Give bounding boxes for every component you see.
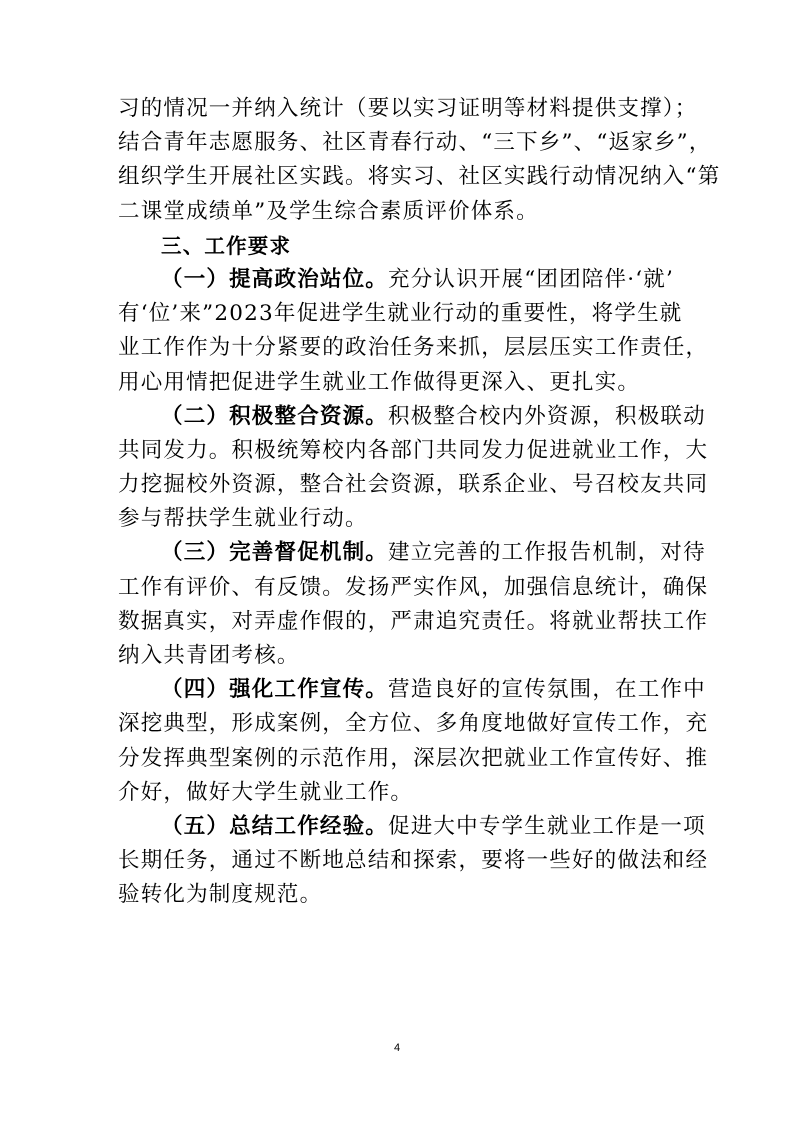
paragraph-first-line — [118, 400, 706, 434]
text-line: 业工作作为十分紧要的政治任务来抓，层层压实工作责任， — [118, 335, 709, 361]
text-line: 长期任务，通过不断地总结和探索，要将一些好的做法和经 — [118, 848, 709, 874]
text-line: 习的情况一并纳入统计（要以实习证明等材料提供支撑）； — [118, 96, 698, 121]
paragraph-text: 促进大中专学生就业工作是一项 — [388, 813, 706, 839]
paragraph-text: 充分认识开展“团团陪伴·‘就’ — [388, 266, 675, 292]
text-line: 参与帮扶学生就业行动。 — [118, 506, 368, 532]
paragraph-first-line — [118, 673, 706, 707]
text-line: 工作有评价、有反馈。发扬严实作风，加强信息统计，确保 — [118, 574, 709, 600]
body-text — [118, 92, 721, 913]
paragraph-lead: （三）完善督促机制。 — [161, 540, 389, 566]
text-line: 组织学生开展社区实践。将实习、社区实践行动情况纳入“第 — [118, 164, 721, 190]
text-line: 二课堂成绩单”及学生综合素质评价体系。 — [118, 198, 539, 224]
text-line: 介好，做好大学生就业工作。 — [118, 779, 414, 805]
paragraph-text: 建立完善的工作报告机制，对待 — [388, 540, 706, 566]
paragraph-text: 营造良好的宣传氛围，在工作中 — [388, 677, 706, 703]
text-line: 用心用情把促进学生就业工作做得更深入、更扎实。 — [118, 369, 641, 395]
paragraph-lead: （五）总结工作经验。 — [161, 813, 389, 839]
text-line: 验转化为制度规范。 — [118, 882, 323, 908]
paragraph-lead: （二）积极整合资源。 — [161, 403, 389, 429]
text-line: 结合青年志愿服务、社区青春行动、“三下乡”、“返家乡”， — [118, 130, 712, 156]
text-line: 力挖掘校外资源，整合社会资源，联系企业、号召校友共同 — [118, 472, 709, 498]
section-heading: 三、工作要求 — [161, 233, 292, 258]
text-line: 有‘位’来”2023年促进学生就业行动的重要性，将学生就 — [118, 301, 683, 327]
paragraph-text: 积极整合校内外资源，积极联动 — [388, 403, 706, 429]
text-line: 纳入共青团考核。 — [118, 643, 300, 668]
text-line: 共同发力。积极统筹校内各部门共同发力促进就业工作，大 — [118, 437, 709, 463]
text-line: 深挖典型，形成案例，全方位、多角度地做好宣传工作，充 — [118, 711, 709, 737]
text-line: 数据真实，对弄虚作假的，严肃追究责任。将就业帮扶工作 — [118, 608, 709, 634]
page-number: 4 — [393, 1042, 401, 1054]
text-line: 分发挥典型案例的示范作用，深层次把就业工作宣传好、推 — [118, 745, 709, 771]
paragraph-lead: （一）提高政治站位。 — [161, 266, 389, 292]
paragraph-first-line — [118, 263, 678, 297]
paragraph-lead: （四）强化工作宣传。 — [161, 677, 389, 703]
paragraph-first-line — [118, 536, 706, 570]
paragraph-first-line — [118, 810, 706, 844]
